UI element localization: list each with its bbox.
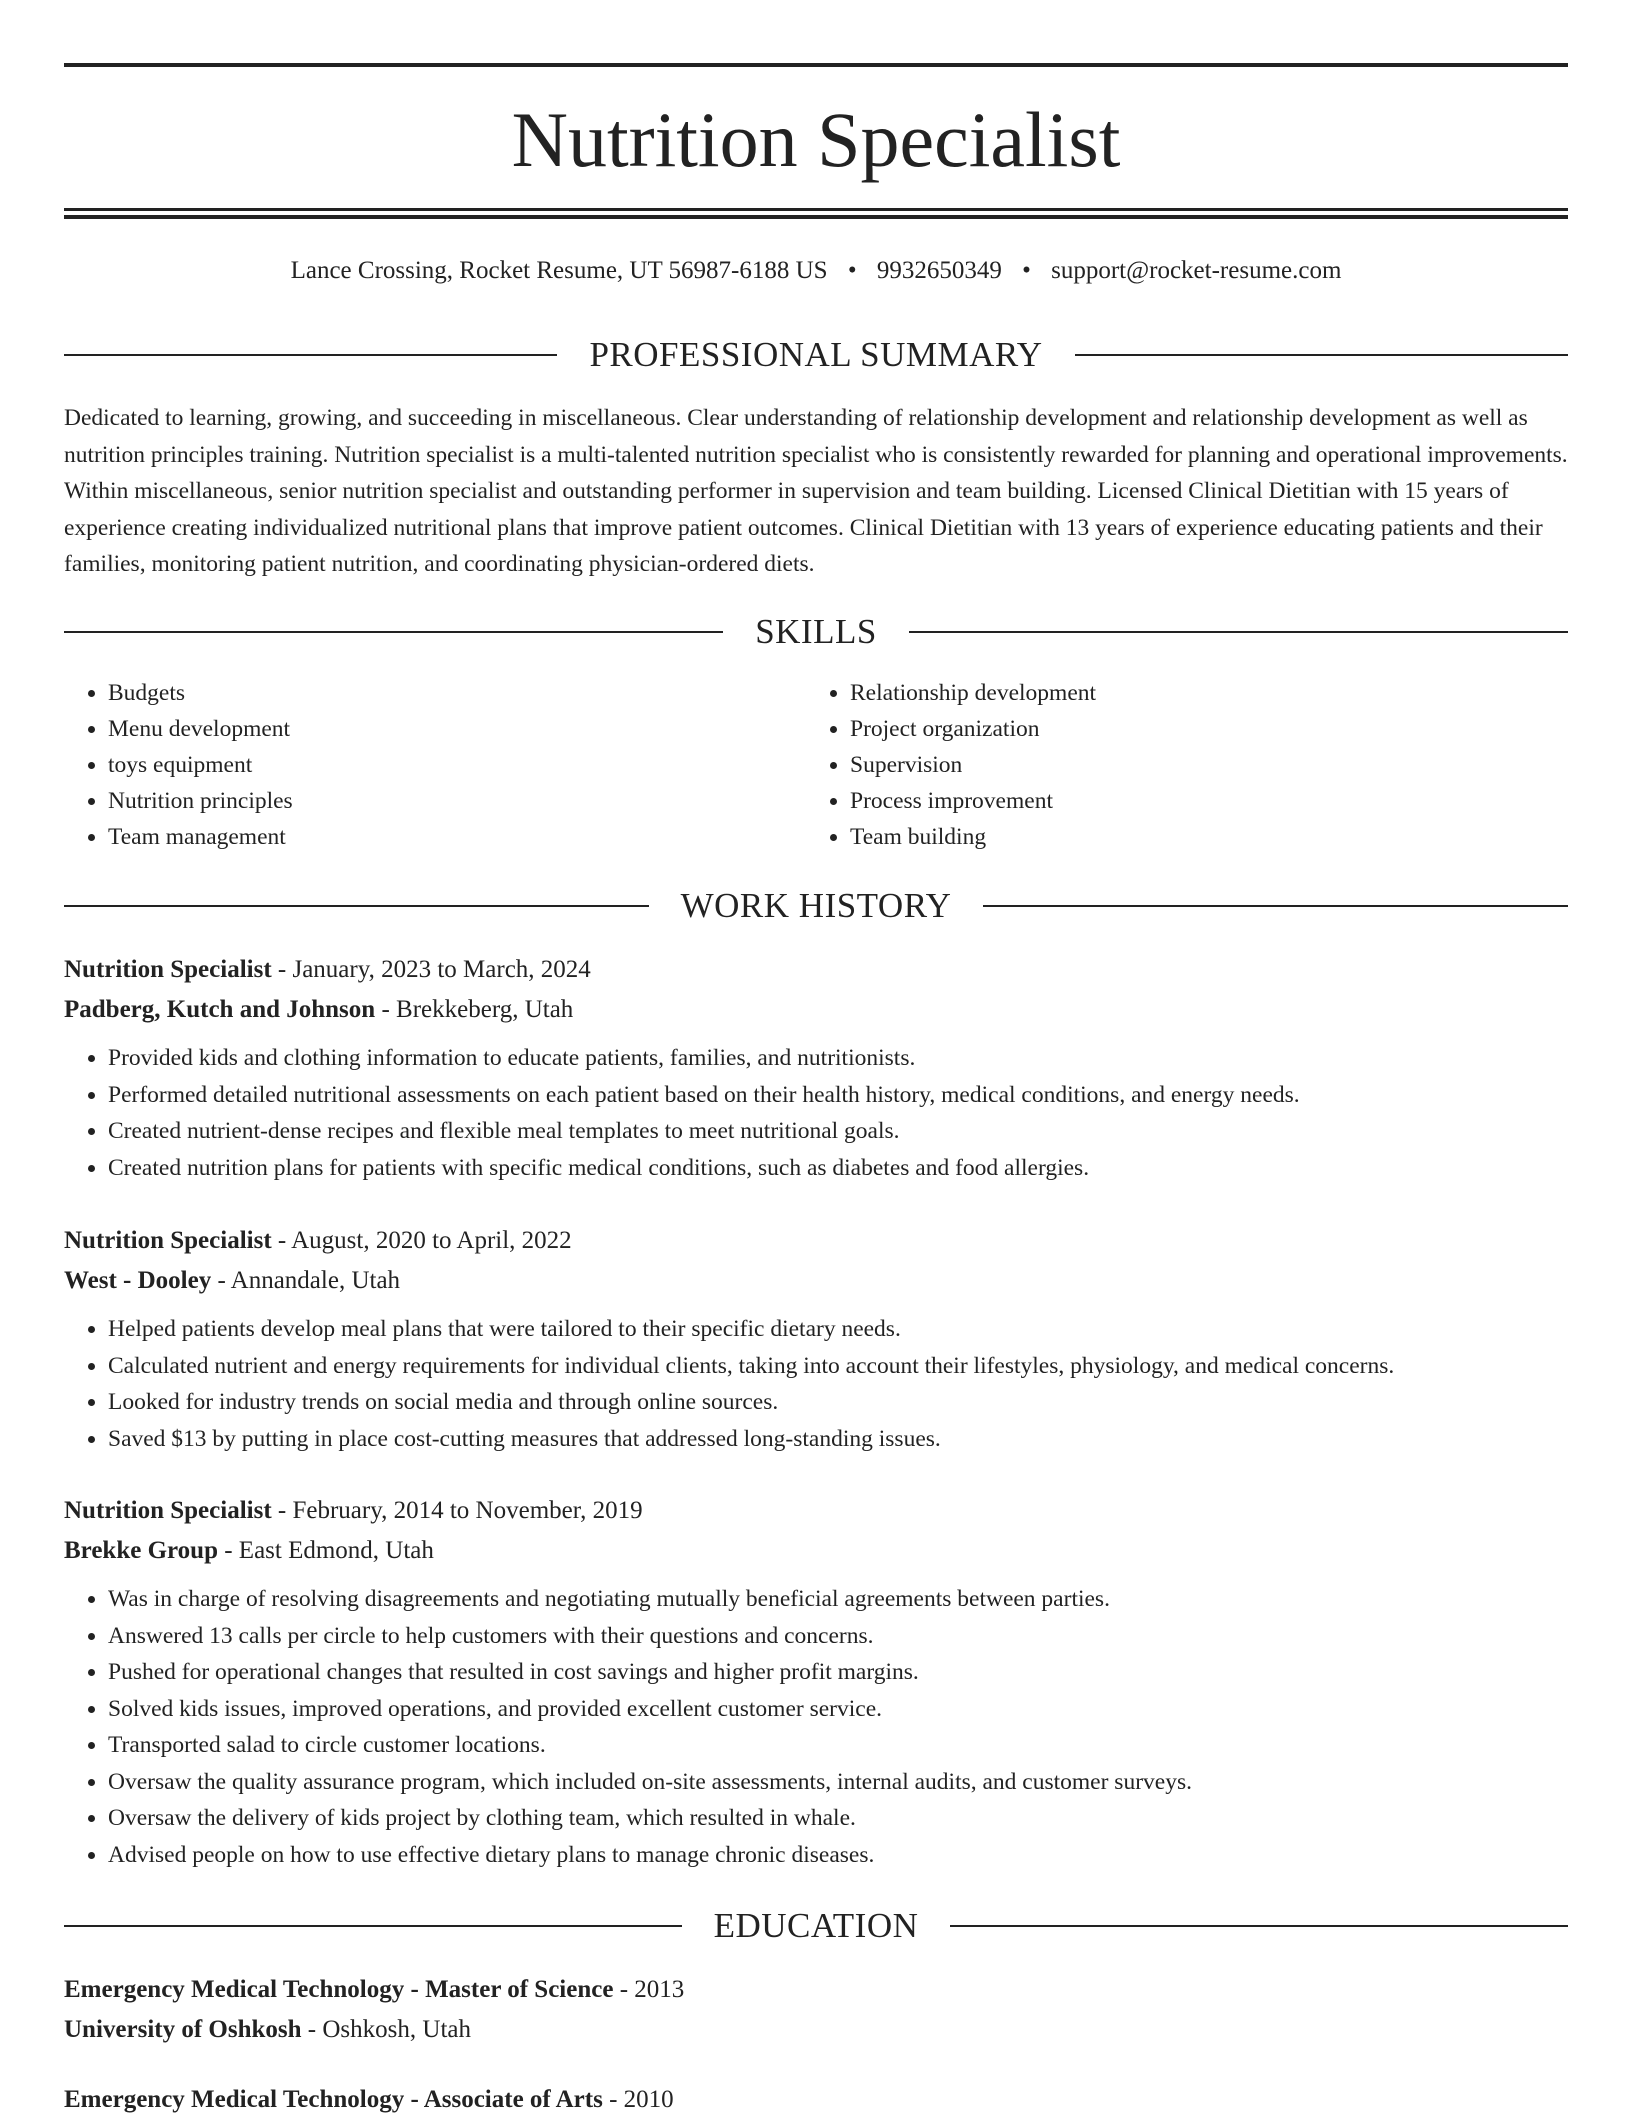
contact-address: Lance Crossing, Rocket Resume, UT 56987-6188 US	[290, 257, 828, 284]
section-heading-skills	[64, 610, 1568, 654]
heading-rule	[64, 905, 649, 907]
heading-rule	[1075, 354, 1568, 356]
job-company: Padberg, Kutch and Johnson	[64, 996, 376, 1023]
heading-rule	[64, 631, 723, 633]
job-entry	[64, 1221, 1568, 1457]
heading-rule	[983, 905, 1568, 907]
list-item: • Oversaw the delivery of kids project by clothing team, which resulted in whale.	[108, 1800, 1568, 1837]
job-location: - Annandale, Utah	[211, 1267, 401, 1294]
list-item: • Was in charge of resolving disagreements and negotiating mutually beneficial agreements between parties.	[108, 1581, 1568, 1618]
list-item: • Oversaw the quality assurance program, which included on-site assessments, internal audits, and customer surveys.	[108, 1764, 1568, 1801]
contact-line	[64, 254, 1568, 288]
job-location: - East Edmond, Utah	[217, 1537, 434, 1564]
title-rule-lower	[64, 215, 1568, 219]
list-item: • Helped patients develop meal plans that were tailored to their specific dietary needs.	[108, 1311, 1568, 1348]
edu-year: - 2013	[613, 1976, 685, 2003]
skill-item: • Relationship development	[850, 675, 1548, 711]
job-title: Nutrition Specialist	[64, 1497, 272, 1524]
list-item: • Answered 13 calls per circle to help customers with their questions and concerns.	[108, 1618, 1568, 1655]
list-item: • Performed detailed nutritional assessments on each patient based on their health history, medical conditions, and energy needs.	[108, 1077, 1568, 1114]
list-item: • Calculated nutrient and energy requirements for individual clients, taking into account their lifestyles, physiology, and medical concerns.	[108, 1348, 1568, 1385]
list-item: • Solved kids issues, improved operations, and provided excellent customer service.	[108, 1691, 1568, 1728]
edu-school-line	[64, 2010, 1568, 2050]
job-bullets	[64, 1311, 1568, 1457]
skill-item: • Supervision	[850, 747, 1548, 783]
resume-title: Nutrition Specialist	[511, 96, 1121, 183]
list-item: • Saved $13 by putting in place cost-cutting measures that addressed long-standing issues.	[108, 1421, 1568, 1458]
edu-year: - 2010	[602, 2086, 674, 2113]
list-item: • Advised people on how to use effective dietary plans to manage chronic diseases.	[108, 1837, 1568, 1874]
section-heading-work	[64, 884, 1568, 928]
top-rule	[64, 63, 1568, 67]
section-heading-summary	[64, 333, 1568, 377]
heading-rule	[909, 631, 1568, 633]
edu-degree: Emergency Medical Technology - Master of Science	[64, 1976, 614, 2003]
skill-item: • toys equipment	[108, 747, 806, 783]
list-item: • Created nutrition plans for patients with specific medical conditions, such as diabetes and food allergies.	[108, 1150, 1568, 1187]
edu-degree: Emergency Medical Technology - Associate of Arts	[64, 2086, 603, 2113]
job-location: - Brekkeberg, Utah	[375, 996, 574, 1023]
skills-column-right	[806, 675, 1548, 855]
edu-location: - Oshkosh, Utah	[301, 2016, 471, 2043]
job-company-line	[64, 1261, 1568, 1301]
job-dates: - February, 2014 to November, 2019	[271, 1497, 643, 1524]
heading-rule	[64, 354, 557, 356]
skill-item: • Process improvement	[850, 783, 1548, 819]
section-title: SKILLS	[755, 612, 877, 651]
job-title: Nutrition Specialist	[64, 1227, 272, 1254]
title-rule-upper	[64, 208, 1568, 211]
list-item: • Created nutrient-dense recipes and flexible meal templates to meet nutritional goals.	[108, 1113, 1568, 1150]
job-title-line	[64, 1491, 1568, 1531]
section-title: EDUCATION	[713, 1906, 919, 1945]
summary-text: Dedicated to learning, growing, and succeeding in miscellaneous. Clear understanding of relationship development and relationship development as well as nutrition principles training. Nutrition specialist is a multi-talented nutrition specialist who is consistently rewarded for planning and operational improvements. Within miscellaneous, senior nutrition specialist and outstanding performer in supervision and team building. Licensed Clinical Dietitian with 15 years of experience creating individualized nutritional plans that improve patient outcomes. Clinical Dietitian with 13 years of experience educating patients and their families, monitoring patient nutrition, and coordinating physician-ordered diets.	[64, 405, 1568, 577]
skill-item: • Team management	[108, 819, 806, 855]
job-dates: - August, 2020 to April, 2022	[271, 1227, 572, 1254]
contact-separator: •	[847, 257, 857, 284]
job-dates: - January, 2023 to March, 2024	[271, 956, 591, 983]
edu-degree-line	[64, 1970, 1568, 2010]
skills-list	[64, 675, 1568, 855]
list-item: • Transported salad to circle customer locations.	[108, 1727, 1568, 1764]
edu-school: University of Oshkosh	[64, 2016, 302, 2043]
section-title: WORK HISTORY	[680, 886, 952, 925]
heading-rule	[64, 1925, 682, 1927]
education-entry	[64, 2080, 1568, 2120]
heading-rule	[950, 1925, 1568, 1927]
job-title-line	[64, 950, 1568, 990]
section-title: PROFESSIONAL SUMMARY	[589, 335, 1043, 374]
job-entry	[64, 950, 1568, 1186]
list-item: • Provided kids and clothing information to educate patients, families, and nutritionists.	[108, 1040, 1568, 1077]
contact-separator: •	[1022, 257, 1031, 284]
job-entry	[64, 1491, 1568, 1873]
edu-degree-line	[64, 2080, 1568, 2120]
skill-item: • Nutrition principles	[108, 783, 806, 819]
skill-item: • Team building	[850, 819, 1548, 855]
list-item: • Pushed for operational changes that resulted in cost savings and higher profit margins.	[108, 1654, 1568, 1691]
list-item: • Looked for industry trends on social media and through online sources.	[108, 1384, 1568, 1421]
contact-phone: 9932650349	[876, 257, 1002, 284]
section-heading-education	[64, 1904, 1568, 1948]
education-entry	[64, 1970, 1568, 2050]
job-company: Brekke Group	[64, 1537, 218, 1564]
contact-email: support@rocket-resume.com	[1051, 257, 1342, 284]
job-company-line	[64, 990, 1568, 1030]
job-bullets	[64, 1040, 1568, 1186]
job-company-line	[64, 1531, 1568, 1571]
skill-item: • Project organization	[850, 711, 1548, 747]
skills-column-left	[64, 675, 806, 855]
skill-item: • Budgets	[108, 675, 806, 711]
job-bullets	[64, 1581, 1568, 1873]
job-title: Nutrition Specialist	[64, 956, 272, 983]
skill-item: • Menu development	[108, 711, 806, 747]
job-title-line	[64, 1221, 1568, 1261]
job-company: West - Dooley	[64, 1267, 212, 1294]
